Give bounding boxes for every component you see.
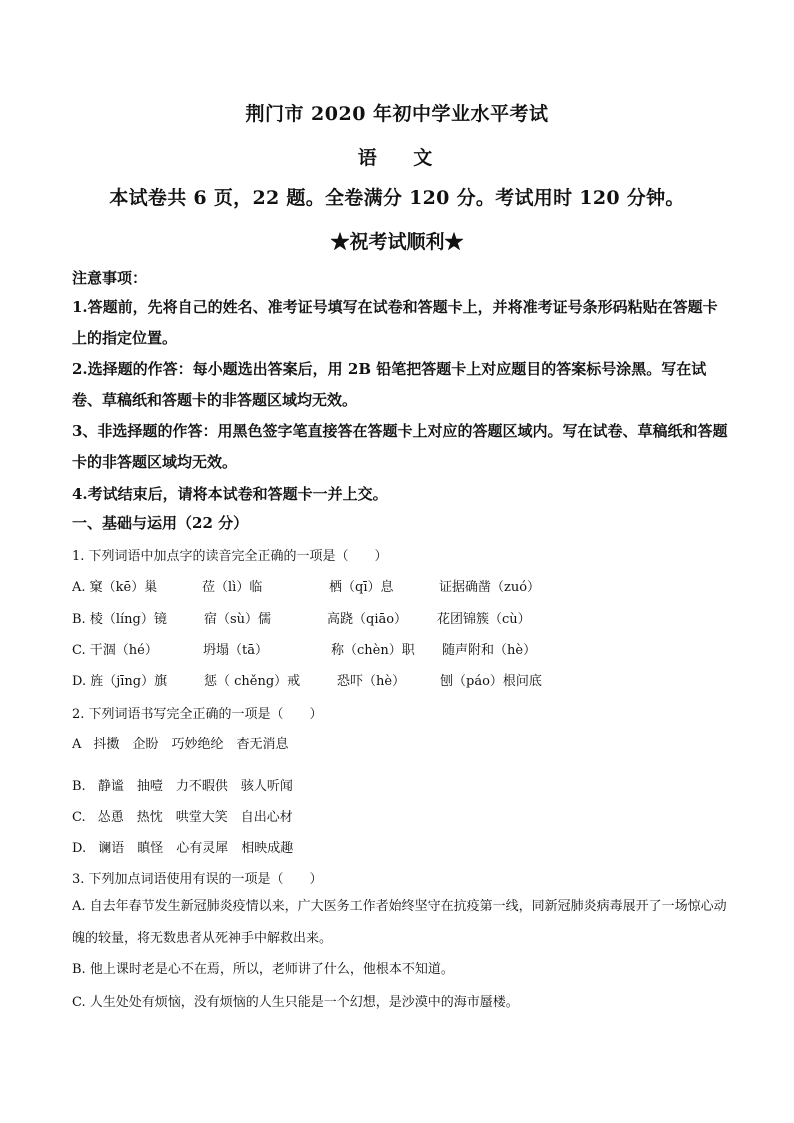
option-a-word-3: 栖（qī）息 — [329, 580, 394, 595]
question-3-option-c: C. 人生处处有烦恼，没有烦恼的人生只能是一个幻想，是沙漠中的海市蜃楼。 — [72, 995, 519, 1010]
note-item-2: 2.选择题的作答：每小题选出答案后，用 2B 铅笔把答题卡上对应题目的答案标号涂黑。写在试卷、草稿纸和答题卡的非答题区域均无效。 — [72, 360, 707, 409]
question-2-option-c: C. 怂恿 热忱 哄堂大笑 自出心材 — [72, 810, 293, 825]
option-d-word-4: 刨（páo）根问底 — [440, 674, 542, 689]
good-luck-line: ★祝考试顺利★ — [330, 231, 464, 253]
question-3-option-b: B. 他上课时老是心不在焉，所以，老师讲了什么，他根本不知道。 — [72, 962, 454, 977]
option-c-word-1: C. 干涸（hé） — [72, 643, 158, 658]
notes-heading: 注意事项： — [72, 269, 148, 287]
option-a-word-1: A. 窠（kē）巢 — [72, 580, 158, 595]
option-d-word-3: 恐吓（hè） — [337, 674, 406, 689]
question-3-stem: 3. 下列加点词语使用有误的一项是（ ） — [72, 872, 323, 887]
subject-title: 语 文 — [357, 147, 437, 169]
option-c-word-2: 坍塌（tā） — [203, 643, 268, 658]
option-c-word-3: 称（chèn）职 — [331, 643, 415, 658]
section-title: 一、基础与运用（22 分） — [72, 514, 249, 532]
question-2-option-d: D. 谰语 瞋怪 心有灵犀 相映成趣 — [72, 841, 294, 856]
question-1-option-b — [72, 608, 732, 628]
option-b-word-2: 宿（sù）儒 — [204, 612, 272, 627]
option-a-word-4: 证据确凿（zuó） — [439, 580, 541, 595]
option-d-word-1: D. 旌（jīng）旗 — [72, 674, 168, 689]
note-item-1: 1.答题前，先将自己的姓名、准考证号填写在试卷和答题卡上，并将准考证号条形码粘贴在答题卡上的指定位置。 — [72, 298, 718, 347]
option-d-word-2: 惩（ chěng）戒 — [204, 674, 301, 689]
question-2-stem: 2. 下列词语书写完全正确的一项是（ ） — [72, 707, 323, 722]
option-b-word-1: B. 棱（líng）镜 — [72, 612, 167, 627]
question-2-option-b: B. 静谧 抽噎 力不暇供 骇人听闻 — [72, 779, 293, 794]
option-b-word-3: 高跷（qiāo） — [327, 612, 408, 627]
question-1-stem: 1. 下列词语中加点字的读音完全正确的一项是（ ） — [72, 549, 388, 564]
question-3-option-a: A. 自去年春节发生新冠肺炎疫情以来，广大医务工作者始终坚守在抗疫第一线，同新冠肺炎病毒展开了一场惊心动魄的较量，将无数患者从死神手中解救出来。 — [72, 899, 727, 946]
note-item-4: 4.考试结束后，请将本试卷和答题卡一并上交。 — [72, 485, 388, 503]
option-b-word-4: 花团锦簇（cù） — [437, 612, 531, 627]
exam-summary: 本试卷共 6 页，22 题。全卷满分 120 分。考试用时 120 分钟。 — [109, 187, 685, 209]
option-a-word-2: 莅（lì）临 — [202, 580, 263, 595]
question-1-option-d — [72, 670, 732, 690]
question-1-option-a — [72, 576, 732, 596]
option-c-word-4: 随声附和（hè） — [442, 643, 537, 658]
note-item-3: 3、非选择题的作答：用黑色签字笔直接答在答题卡上对应的答题区域内。写在试卷、草稿纸和答题卡的非答题区域均无效。 — [72, 422, 728, 471]
question-2-option-a: A 抖擞 企盼 巧妙绝纶 杳无消息 — [72, 737, 289, 752]
question-1-option-c — [72, 639, 732, 659]
exam-title: 荆门市 2020 年初中学业水平考试 — [245, 103, 549, 125]
